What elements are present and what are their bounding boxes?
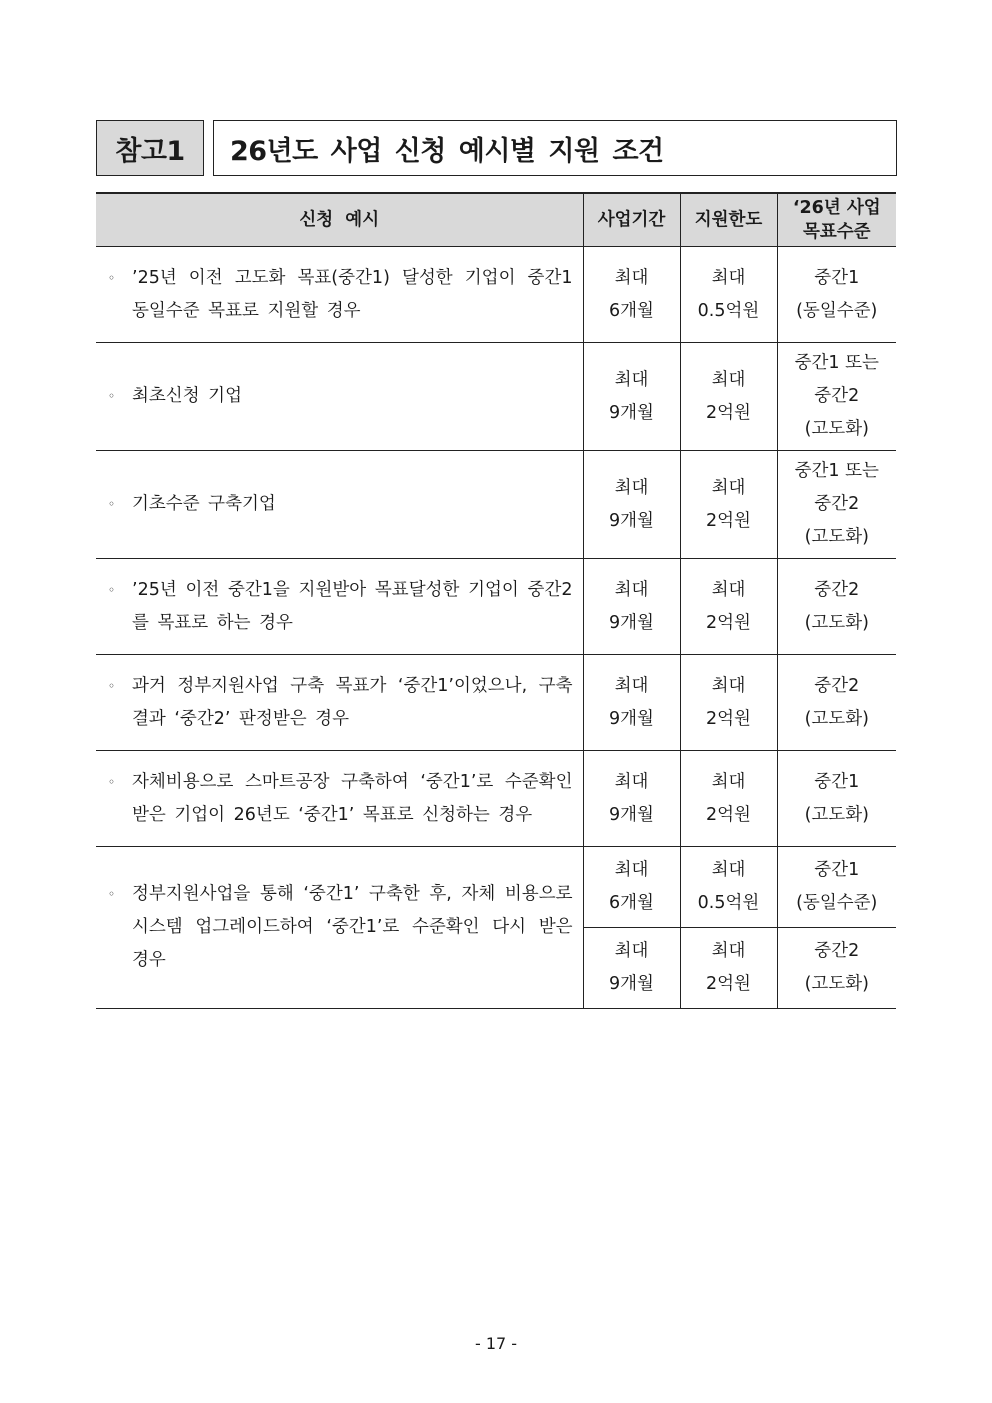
example-cell bbox=[96, 559, 583, 655]
limit-cell bbox=[680, 247, 777, 343]
limit-line: 최대 bbox=[711, 267, 746, 288]
limit-line: 최대 bbox=[711, 477, 746, 498]
limit-line: 2억원 bbox=[706, 510, 751, 531]
example-text: 정부지원사업을 통해 ‘중간1’ 구축한 후, 자체 비용으로 시스템 업그레이드하여 ‘중간1’로 수준확인 다시 받은 경우 bbox=[132, 884, 573, 970]
limit-line: 최대 bbox=[711, 579, 746, 600]
limit-cell bbox=[680, 451, 777, 559]
example-text: 최초신청 기업 bbox=[132, 386, 242, 406]
period-line: 최대 bbox=[614, 941, 649, 961]
period-cell bbox=[583, 559, 680, 655]
period-cell bbox=[583, 847, 680, 928]
table-row bbox=[96, 559, 896, 655]
period-line: 6개월 bbox=[609, 893, 654, 913]
example-cell bbox=[96, 343, 583, 451]
limit-line: 0.5억원 bbox=[697, 300, 760, 321]
table-row bbox=[96, 451, 896, 559]
example-text: ’25년 이전 고도화 목표(중간1) 달성한 기업이 중간1 동일수준 목표로 지원할 경우 bbox=[132, 267, 573, 321]
period-line: 9개월 bbox=[609, 804, 654, 825]
target-line: 중간1 bbox=[814, 267, 860, 288]
example-cell bbox=[96, 451, 583, 559]
period-cell bbox=[583, 751, 680, 847]
limit-cell bbox=[680, 847, 777, 928]
target-cell bbox=[777, 928, 896, 1009]
limit-line: 2억원 bbox=[706, 612, 751, 633]
header-target bbox=[777, 193, 896, 247]
limit-line: 최대 bbox=[711, 941, 746, 961]
table-row bbox=[96, 847, 896, 928]
target-cell bbox=[777, 247, 896, 343]
target-line: 중간1 또는 bbox=[794, 461, 879, 481]
header-target-line2: 목표수준 bbox=[802, 222, 871, 242]
target-line: 중간1 또는 bbox=[794, 353, 879, 373]
period-cell bbox=[583, 247, 680, 343]
target-line: (고도화) bbox=[804, 708, 869, 729]
page-number: - 17 - bbox=[474, 1334, 518, 1353]
limit-line: 최대 bbox=[711, 369, 746, 390]
target-cell bbox=[777, 559, 896, 655]
example-cell bbox=[96, 847, 583, 1009]
period-line: 9개월 bbox=[609, 612, 654, 633]
target-line: (고도화) bbox=[804, 974, 869, 994]
limit-line: 최대 bbox=[711, 860, 746, 880]
table-row bbox=[96, 655, 896, 751]
header-example: 신청 예시 bbox=[96, 193, 583, 247]
target-line: (고도화) bbox=[804, 612, 869, 633]
target-cell bbox=[777, 751, 896, 847]
target-line: 중간2 bbox=[814, 941, 860, 961]
limit-line: 2억원 bbox=[706, 804, 751, 825]
bullet-mark: ◦ bbox=[108, 887, 116, 901]
example-text: 자체비용으로 스마트공장 구축하여 ‘중간1’로 수준확인받은 기업이 26년도 ‘중간1’ 목표로 신청하는 경우 bbox=[132, 771, 573, 825]
period-cell bbox=[583, 343, 680, 451]
limit-line: 최대 bbox=[711, 675, 746, 696]
period-line: 최대 bbox=[614, 579, 649, 600]
period-cell bbox=[583, 655, 680, 751]
target-line: (고도화) bbox=[804, 527, 869, 547]
period-line: 최대 bbox=[614, 675, 649, 696]
period-line: 최대 bbox=[614, 369, 649, 390]
page-title: 26년도 사업 신청 예시별 지원 조건 bbox=[213, 120, 897, 176]
period-line: 9개월 bbox=[609, 974, 654, 994]
period-cell bbox=[583, 928, 680, 1009]
period-line: 9개월 bbox=[609, 402, 654, 423]
example-text: 기초수준 구축기업 bbox=[132, 494, 276, 514]
target-line: 중간2 bbox=[814, 675, 860, 696]
example-cell bbox=[96, 751, 583, 847]
limit-cell bbox=[680, 343, 777, 451]
table-row bbox=[96, 343, 896, 451]
example-cell bbox=[96, 247, 583, 343]
example-text: ’25년 이전 중간1을 지원받아 목표달성한 기업이 중간2를 목표로 하는 경우 bbox=[132, 579, 573, 633]
limit-line: 2억원 bbox=[706, 708, 751, 729]
header-target-line1: ‘26년 사업 bbox=[792, 198, 881, 218]
target-line: (고도화) bbox=[804, 804, 869, 825]
period-line: 9개월 bbox=[609, 708, 654, 729]
header-limit: 지원한도 bbox=[680, 193, 777, 247]
example-text: 과거 정부지원사업 구축 목표가 ‘중간1’이었으나, 구축결과 ‘중간2’ 판정받은 경우 bbox=[132, 675, 573, 729]
bullet-mark: ◦ bbox=[108, 389, 116, 403]
period-cell bbox=[583, 451, 680, 559]
period-line: 최대 bbox=[614, 267, 649, 288]
limit-line: 최대 bbox=[711, 771, 746, 792]
limit-line: 0.5억원 bbox=[697, 893, 760, 913]
header-period: 사업기간 bbox=[583, 193, 680, 247]
table-header-row bbox=[96, 193, 896, 247]
limit-cell bbox=[680, 559, 777, 655]
reference-tag: 참고1 bbox=[96, 120, 204, 176]
target-cell bbox=[777, 343, 896, 451]
limit-cell bbox=[680, 751, 777, 847]
bullet-mark: ◦ bbox=[108, 270, 116, 285]
table-row bbox=[96, 247, 896, 343]
target-line: (고도화) bbox=[804, 419, 869, 439]
bullet-mark: ◦ bbox=[108, 774, 116, 789]
period-line: 최대 bbox=[614, 771, 649, 792]
table-row bbox=[96, 751, 896, 847]
period-line: 최대 bbox=[614, 860, 649, 880]
period-line: 최대 bbox=[614, 477, 649, 498]
target-cell bbox=[777, 655, 896, 751]
target-line: 중간1 bbox=[814, 771, 860, 792]
limit-cell bbox=[680, 928, 777, 1009]
bullet-mark: ◦ bbox=[108, 582, 116, 597]
bullet-mark: ◦ bbox=[108, 678, 116, 693]
target-line: 중간2 bbox=[814, 494, 860, 514]
target-line: 중간2 bbox=[814, 386, 860, 406]
limit-line: 2억원 bbox=[706, 402, 751, 423]
target-line: 중간1 bbox=[814, 860, 860, 880]
example-cell bbox=[96, 655, 583, 751]
target-line: 중간2 bbox=[814, 579, 860, 600]
target-line: (동일수준) bbox=[796, 300, 878, 321]
target-cell bbox=[777, 847, 896, 928]
support-conditions-table bbox=[96, 192, 896, 1009]
bullet-mark: ◦ bbox=[108, 497, 116, 511]
period-line: 6개월 bbox=[609, 300, 654, 321]
period-line: 9개월 bbox=[609, 510, 654, 531]
target-cell bbox=[777, 451, 896, 559]
target-line: (동일수준) bbox=[796, 893, 878, 913]
limit-line: 2억원 bbox=[706, 974, 751, 994]
limit-cell bbox=[680, 655, 777, 751]
